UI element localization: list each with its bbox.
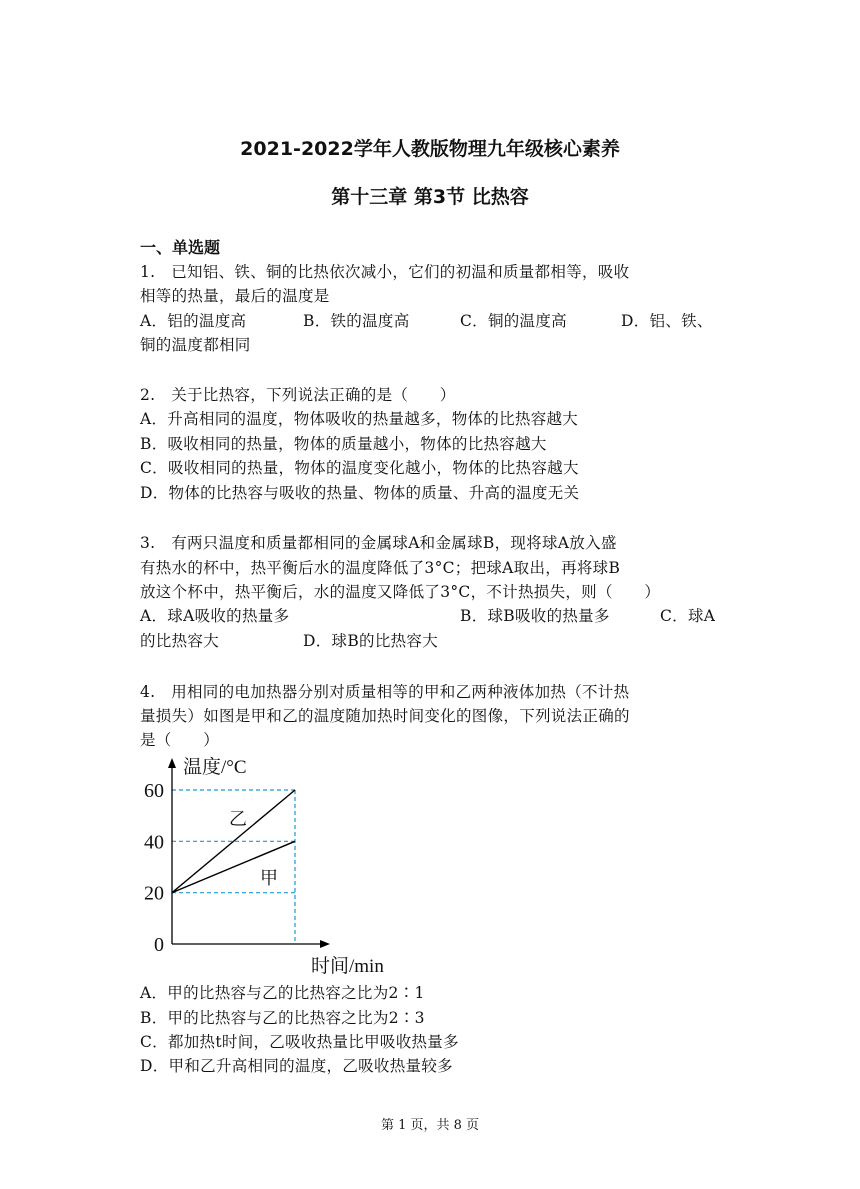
q1-option-d: D．铝、铁、 xyxy=(621,312,713,330)
series-label-0: 乙 xyxy=(229,809,247,829)
y-tick-label-20: 20 xyxy=(144,882,164,905)
q2-line-1: 2. 关于比热容，下列说法正确的是（ ） xyxy=(140,386,456,404)
series-label-1: 甲 xyxy=(260,868,278,888)
q4-option-d: D．甲和乙升高相同的温度，乙吸收热量较多 xyxy=(140,1057,453,1075)
doc-title: 2021-2022学年人教版物理九年级核心素养 xyxy=(240,138,620,160)
q3-option-c: C．球A xyxy=(660,607,716,625)
q1-option-d-cont: 铜的温度都相同 xyxy=(140,336,251,354)
y-tick-label-40: 40 xyxy=(144,831,164,854)
q3-line-3: 放这个杯中，热平衡后，水的温度又降低了3°C，不计热损失，则（ ） xyxy=(140,583,661,601)
q2-option-b: B．吸收相同的热量，物体的质量越小，物体的比热容越大 xyxy=(140,435,547,453)
q1-line-2: 相等的热量，最后的温度是 xyxy=(140,287,330,305)
q4-option-a: A．甲的比热容与乙的比热容之比为2∶1 xyxy=(140,984,425,1002)
q4-option-b: B．甲的比热容与乙的比热容之比为2∶3 xyxy=(140,1009,425,1027)
q2-option-c: C．吸收相同的热量，物体的温度变化越小，物体的比热容越大 xyxy=(140,459,579,477)
y-tick-label-0: 0 xyxy=(154,934,164,956)
q1-line-1: 1. 已知铝、铁、铜的比热依次减小，它们的初温和质量都相等，吸收 xyxy=(140,263,630,281)
y-axis-label: 温度/°C xyxy=(183,757,247,778)
doc-subtitle: 第十三章 第3节 比热容 xyxy=(331,186,529,208)
q3-line-1: 3. 有两只温度和质量都相同的金属球A和金属球B，现将球A放入盛 xyxy=(140,534,617,552)
q4-line-1: 4. 用相同的电加热器分别对质量相等的甲和乙两种液体加热（不计热 xyxy=(140,683,630,701)
q1-option-c: C．铜的温度高 xyxy=(460,312,567,330)
q2-option-d: D．物体的比热容与吸收的热量、物体的质量、升高的温度无关 xyxy=(140,484,580,502)
y-tick-label-60: 60 xyxy=(144,780,164,802)
q3-option-c-cont: 的比热容大 xyxy=(140,632,220,650)
y-axis-arrow xyxy=(168,758,176,768)
q3-option-a: A．球A吸收的热量多 xyxy=(140,607,290,625)
q1-option-a: A．铝的温度高 xyxy=(140,312,247,330)
q4-option-c: C．都加热t时间，乙吸收热量比甲吸收热量多 xyxy=(140,1033,459,1051)
q2-option-a: A．升高相同的温度，物体吸收的热量越多，物体的比热容越大 xyxy=(140,410,579,428)
page-footer: 第 1 页，共 8 页 xyxy=(380,1118,480,1133)
q3-option-b: B．球B吸收的热量多 xyxy=(460,607,610,625)
q4-line-3: 是（ ） xyxy=(140,731,220,749)
q3-option-d: D．球B的比热容大 xyxy=(303,632,439,650)
q3-line-2: 有热水的杯中，热平衡后水的温度降低了3°C；把球A取出，再将球B xyxy=(140,559,621,577)
q1-option-b: B．铁的温度高 xyxy=(303,312,410,330)
x-axis-arrow xyxy=(320,940,330,948)
x-axis-label: 时间/min xyxy=(311,956,384,977)
section-heading: 一、单选题 xyxy=(140,238,221,257)
q4-line-2: 量损失）如图是甲和乙的温度随加热时间变化的图像，下列说法正确的 xyxy=(140,707,630,725)
